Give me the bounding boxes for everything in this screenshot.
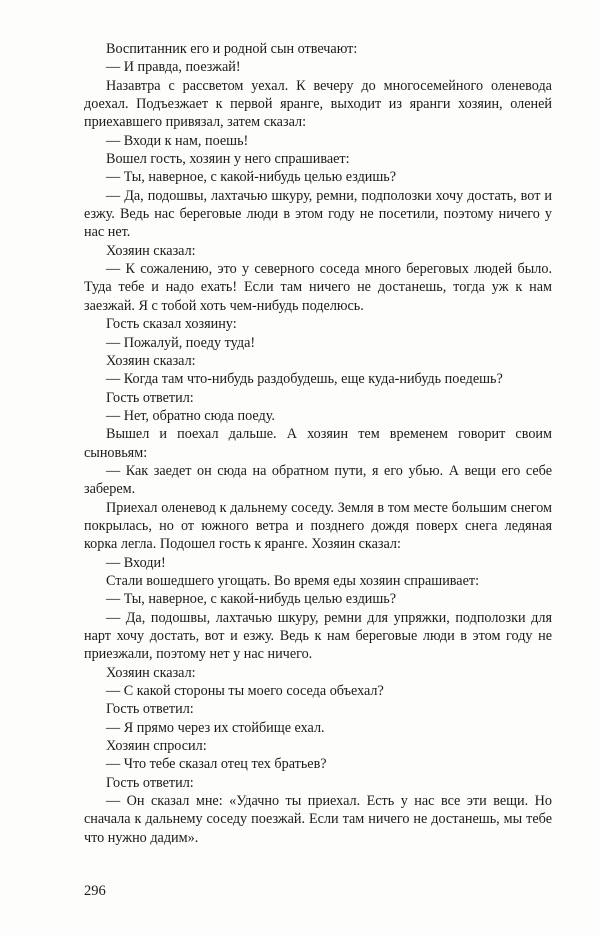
body-text [84, 40, 552, 847]
paragraph: Гость сказал хозяину: [106, 316, 237, 333]
paragraph: Гость ответил: [106, 774, 194, 791]
paragraph: Гость ответил: [106, 701, 194, 718]
paragraph: Хозяин сказал: [106, 352, 196, 369]
paragraph: — С какой стороны ты моего соседа объехал? [106, 683, 384, 700]
paragraph: Вошел гость, хозяин у него спрашивает: [106, 151, 350, 168]
paragraph: Вышел и поехал дальше. А хозяин тем временем говорит своим сыновьям: [84, 426, 552, 461]
paragraph: — И правда, поезжай! [106, 59, 241, 76]
paragraph: Хозяин сказал: [106, 664, 196, 681]
paragraph: — К сожалению, это у северного соседа много береговых людей было. Туда тебе и надо ехать! Если там ничего не достанешь, тогда уж к нам заезжай. Я с тобой хоть чем-нибудь поделюсь. [84, 261, 552, 314]
paragraph: Приехал оленевод к дальнему соседу. Земля в том месте большим снегом покрылась, но от южного ветра и позднего дождя поверх снега ледяная корка легла. Подошел гость к яранге. Хозяин сказал: [84, 499, 552, 553]
paragraph: — Входи к нам, поешь! [106, 132, 249, 149]
page-number: 296 [84, 883, 106, 899]
paragraph: — Да, подошвы, лахтачью шкуру, ремни для упряжки, подполозки для нарт хочу достать, вот и езжу. Ведь к нам береговые люди в этом году не приезжали, поэтому нет у нас ничего. [84, 609, 552, 663]
paragraph: Воспитанник его и родной сын отвечают: [106, 41, 358, 57]
paragraph: — Входи! [106, 554, 166, 571]
paragraph: — Он сказал мне: «Удачно ты приехал. Есть у нас все эти вещи. Но сначала к дальнему соседу поезжай. Если там ничего не достанешь, мы тебе что нужно дадим». [84, 793, 552, 846]
paragraph: Хозяин спросил: [106, 738, 207, 755]
paragraph: — Когда там что-нибудь раздобудешь, еще куда-нибудь поедешь? [106, 371, 503, 388]
paragraph: — Нет, обратно сюда поеду. [106, 407, 275, 424]
paragraph: — Ты, наверное, с какой-нибудь целью ездишь? [106, 169, 397, 186]
paragraph: Хозяин сказал: [106, 242, 196, 259]
paragraph: — Да, подошвы, лахтачью шкуру, ремни, подполозки хочу достать, вот и езжу. Ведь нас береговые люди в этом году не посетили, поэтому ничего у нас нет. [84, 187, 552, 241]
paragraph: Назавтра с рассветом уехал. К вечеру до многосемейного оленевода доехал. Подъезжает к первой яранге, выходит из яранги хозяин, оленей приехавшего привязал, затем сказал: [84, 77, 552, 131]
paragraph: — Я прямо через их стойбище ехал. [106, 719, 325, 736]
paragraph: Гость ответил: [106, 389, 194, 406]
paragraph: — Как заедет он сюда на обратном пути, я его убью. А вещи его себе заберем. [84, 462, 552, 498]
paragraph: — Ты, наверное, с какой-нибудь целью ездишь? [106, 591, 397, 608]
paragraph: — Пожалуй, поеду туда! [106, 334, 256, 351]
paragraph: Стали вошедшего угощать. Во время еды хозяин спрашивает: [106, 572, 480, 589]
paragraph: — Что тебе сказал отец тех братьев? [106, 756, 327, 773]
